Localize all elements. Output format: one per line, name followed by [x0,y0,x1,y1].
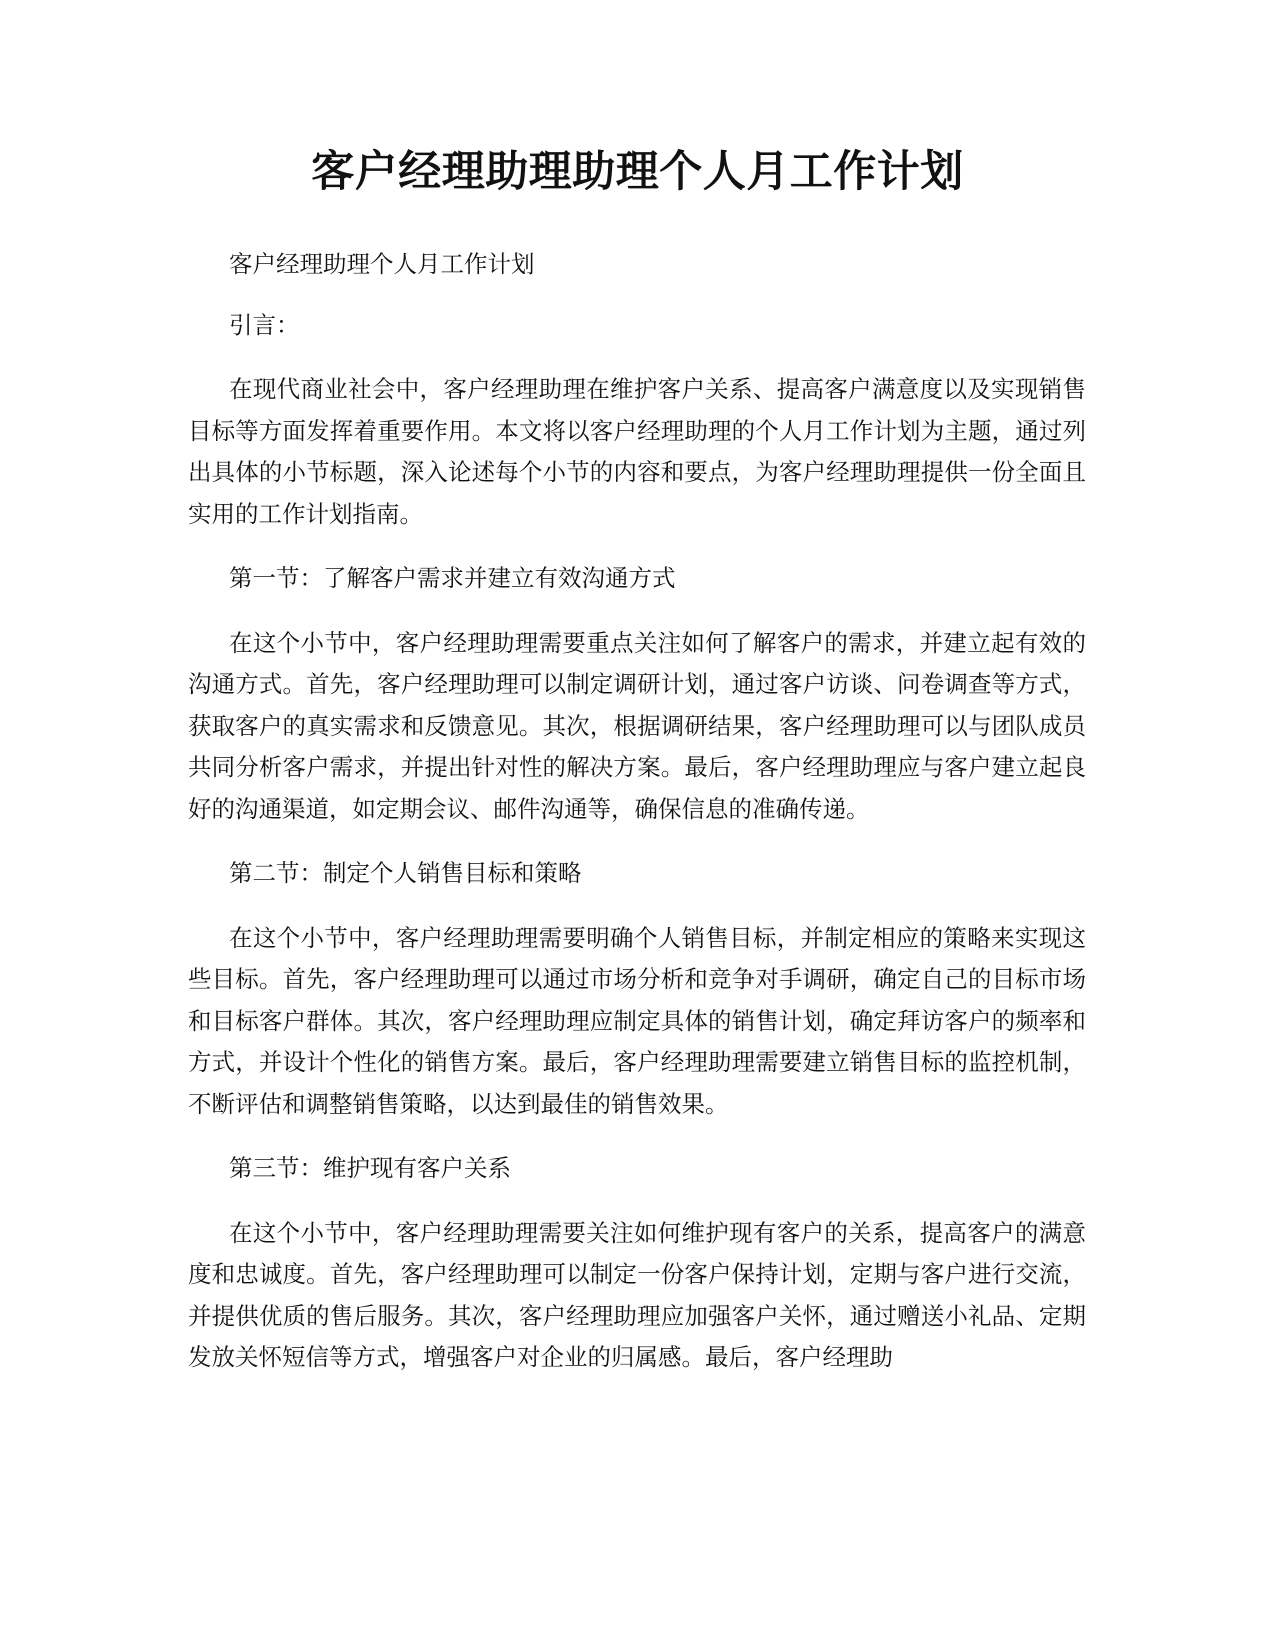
document-title: 客户经理助理助理个人月工作计划 [311,147,964,197]
section-3-paragraph: 在这个小节中，客户经理助理需要关注如何维护现有客户的关系，提高客户的满意度和忠诚度。首先，客户经理助理可以制定一份客户保持计划，定期与客户进行交流，并提供优质的售后服务。其次，客户经理助理应加强客户关怀，通过赠送小礼品、定期发放关怀短信等方式，增强客户对企业的归属感。最后，客户经理助 [188,1218,1086,1371]
section-1-heading: 第一节：了解客户需求并建立有效沟通方式 [229,564,676,592]
intro-paragraph: 在现代商业社会中，客户经理助理在维护客户关系、提高客户满意度以及实现销售目标等方面发挥着重要作用。本文将以客户经理助理的个人月工作计划为主题，通过列出具体的小节标题，深入论述每个小节的内容和要点，为客户经理助理提供一份全面且实用的工作计划指南。 [188,375,1086,528]
section-1-paragraph: 在这个小节中，客户经理助理需要重点关注如何了解客户的需求，并建立起有效的沟通方式。首先，客户经理助理可以制定调研计划，通过客户访谈、问卷调查等方式，获取客户的真实需求和反馈意见。其次，根据调研结果，客户经理助理可以与团队成员共同分析客户需求，并提出针对性的解决方案。最后，客户经理助理应与客户建立起良好的沟通渠道，如定期会议、邮件沟通等，确保信息的准确传递。 [188,628,1086,823]
section-2-paragraph: 在这个小节中，客户经理助理需要明确个人销售目标，并制定相应的策略来实现这些目标。首先，客户经理助理可以通过市场分析和竞争对手调研，确定自己的目标市场和目标客户群体。其次，客户经理助理应制定具体的销售计划，确定拜访客户的频率和方式，并设计个性化的销售方案。最后，客户经理助理需要建立销售目标的监控机制，不断评估和调整销售策略，以达到最佳的销售效果。 [188,923,1086,1118]
subtitle-paragraph: 客户经理助理个人月工作计划 [229,250,535,278]
section-3-heading: 第三节：维护现有客户关系 [229,1154,511,1182]
intro-heading: 引言： [229,310,300,339]
section-2-heading: 第二节：制定个人销售目标和策略 [229,859,582,887]
document-body [188,244,1086,1379]
